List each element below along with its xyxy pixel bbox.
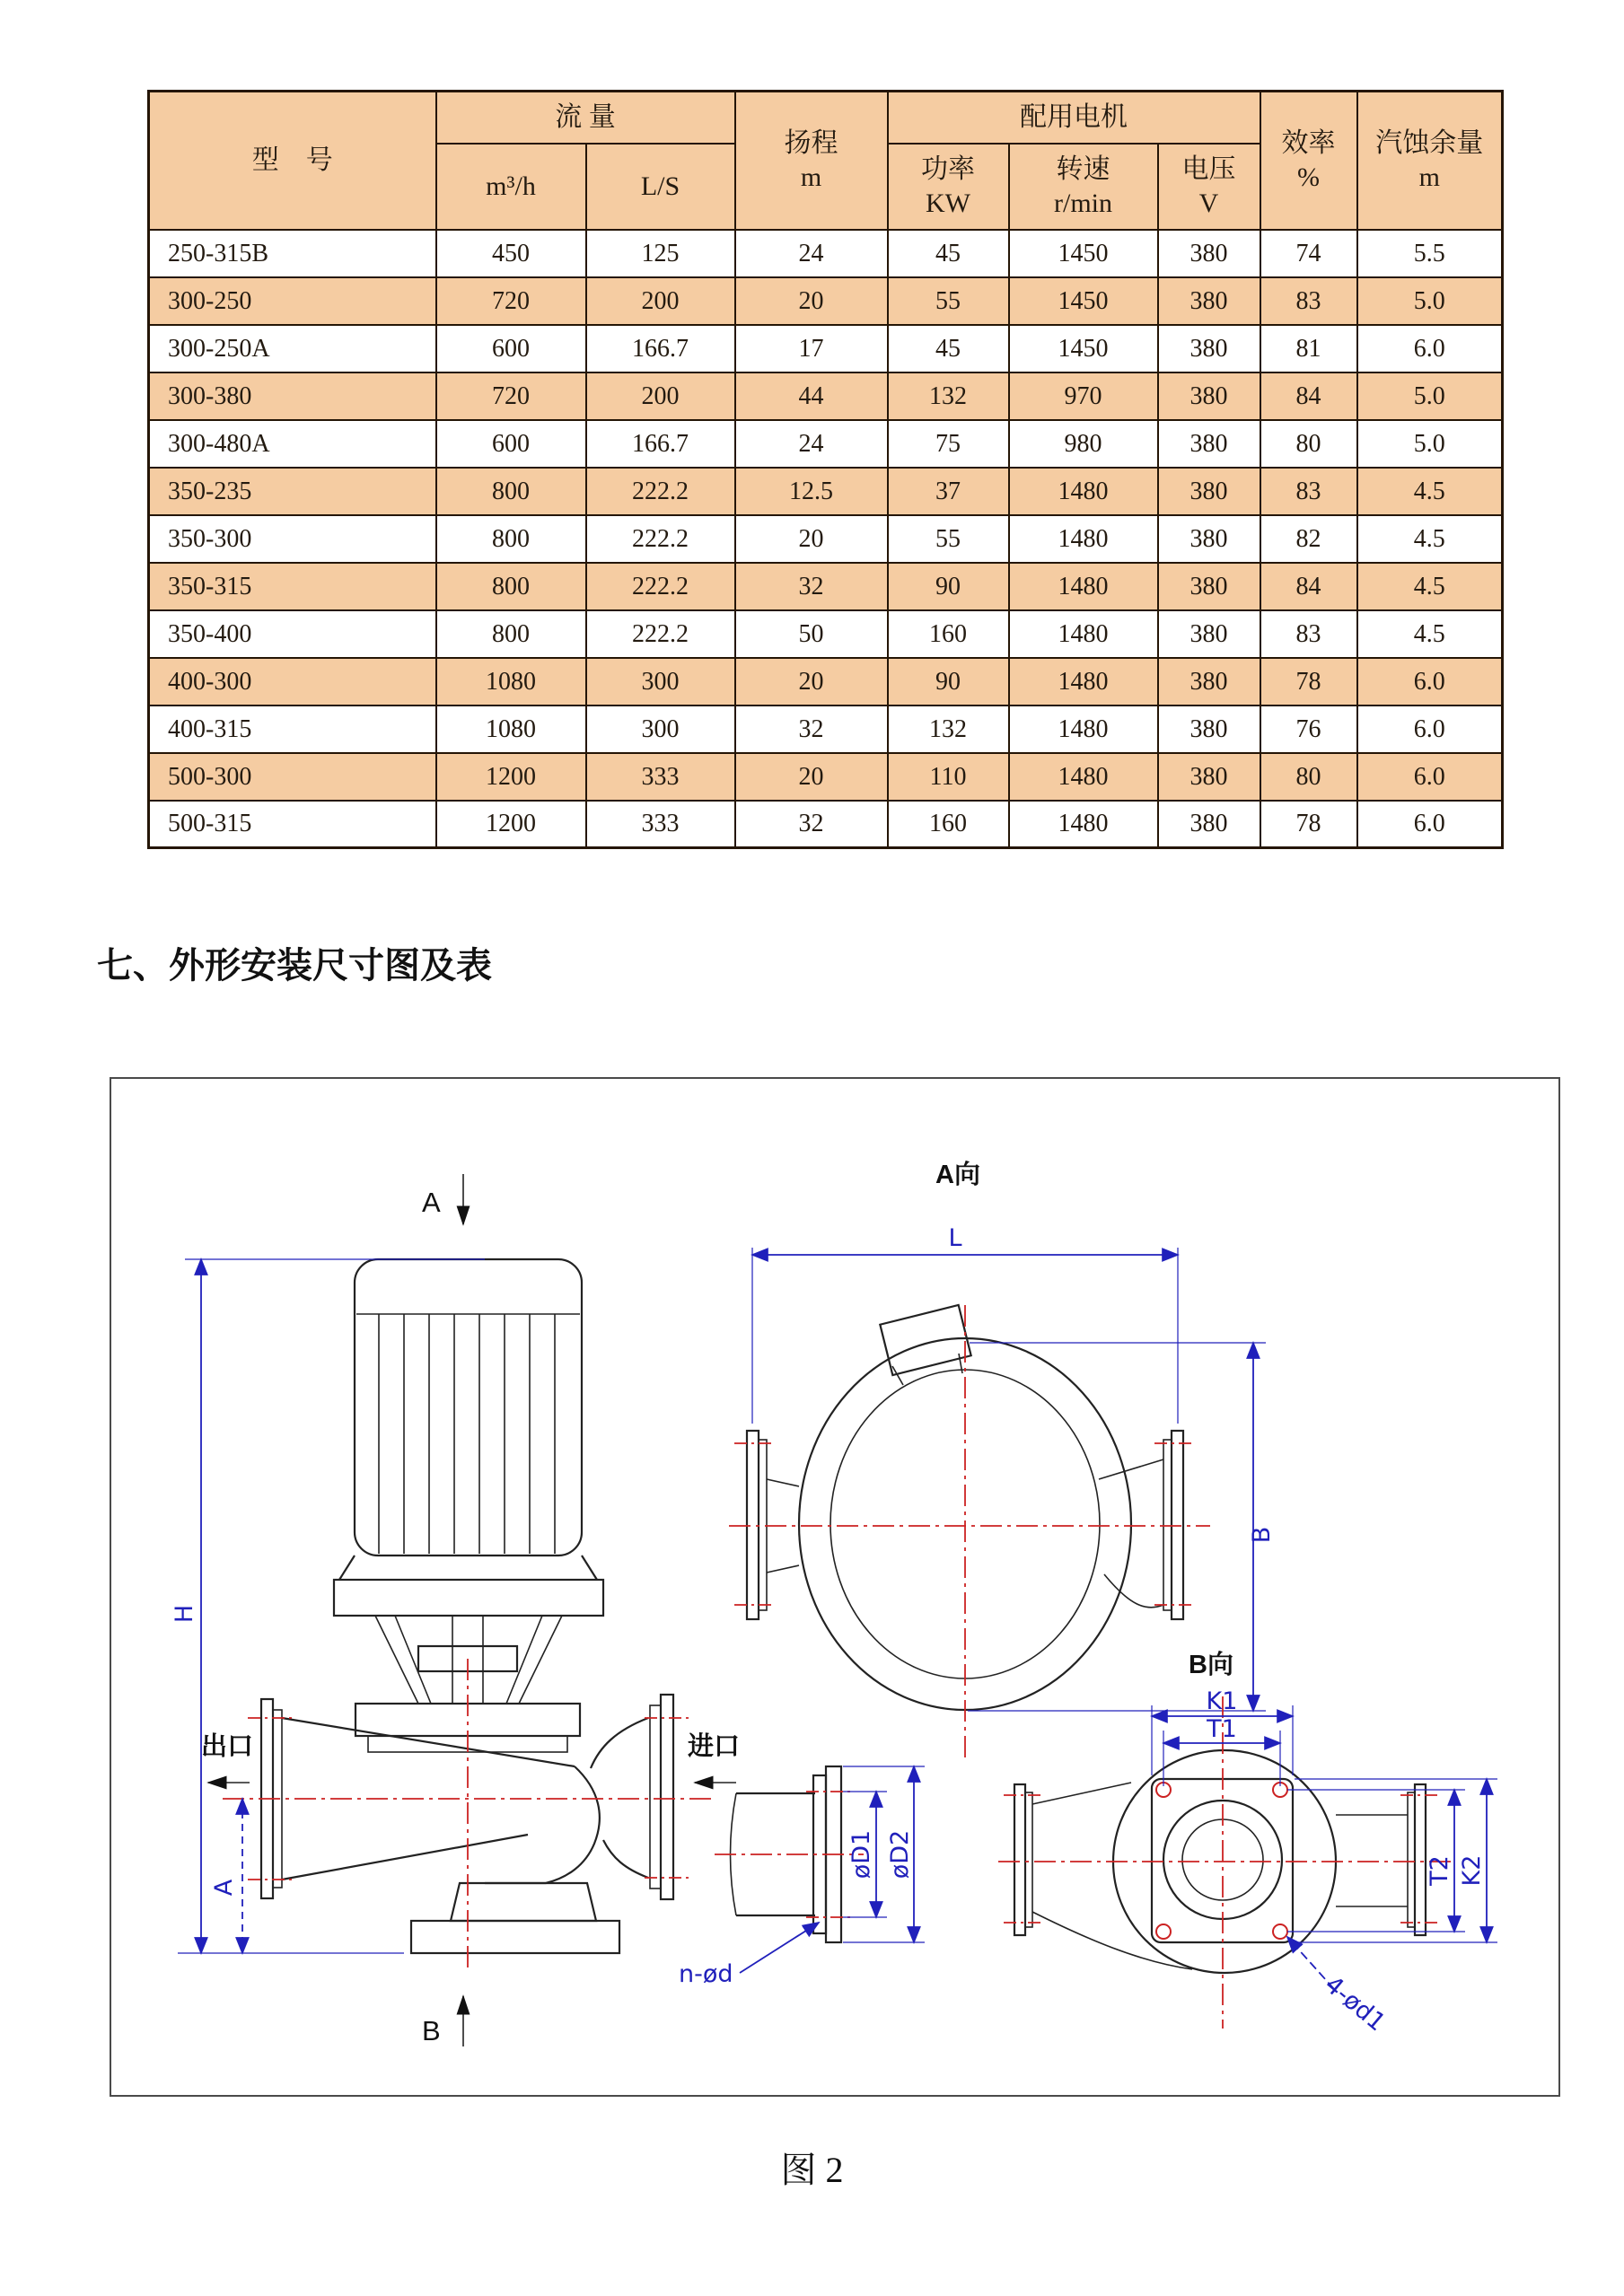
value-cell: 32 [735, 705, 888, 753]
model-cell: 300-380 [149, 372, 436, 420]
head-label: 扬程 [784, 128, 838, 159]
view-b-title: B向 [1189, 1651, 1233, 1679]
value-cell: 380 [1158, 658, 1260, 705]
value-cell: 222.2 [586, 468, 735, 515]
value-cell: 200 [586, 372, 735, 420]
value-cell: 20 [735, 277, 888, 325]
col-group-flow: 流 量 [436, 92, 735, 144]
value-cell: 12.5 [735, 468, 888, 515]
model-cell: 300-250 [149, 277, 436, 325]
value-cell: 1480 [1009, 658, 1158, 705]
model-cell: 350-400 [149, 610, 436, 658]
pump-elevation-view [171, 1174, 740, 2046]
table-row [149, 468, 1503, 515]
value-cell: 380 [1158, 801, 1260, 848]
speed-label: 转速 [1056, 154, 1110, 184]
value-cell: 222.2 [586, 610, 735, 658]
value-cell: 1480 [1009, 801, 1158, 848]
model-cell: 300-480A [149, 420, 436, 468]
value-cell: 1480 [1009, 563, 1158, 610]
value-cell: 32 [735, 801, 888, 848]
value-cell: 1480 [1009, 753, 1158, 801]
value-cell: 380 [1158, 753, 1260, 801]
motor-body [355, 1259, 582, 1555]
value-cell: 75 [888, 420, 1009, 468]
value-cell: 32 [735, 563, 888, 610]
pump-spec-table [147, 90, 1504, 849]
value-cell: 800 [436, 563, 586, 610]
value-cell: 166.7 [586, 420, 735, 468]
value-cell: 6.0 [1357, 658, 1503, 705]
value-cell: 82 [1260, 515, 1357, 563]
value-cell: 1450 [1009, 325, 1158, 372]
value-cell: 1450 [1009, 230, 1158, 277]
value-cell: 44 [735, 372, 888, 420]
table-row [149, 325, 1503, 372]
value-cell: 1080 [436, 658, 586, 705]
model-cell: 300-250A [149, 325, 436, 372]
table-row [149, 372, 1503, 420]
table-row [149, 277, 1503, 325]
col-header-head [735, 92, 888, 230]
bolt-spec-callout [679, 1923, 819, 1988]
value-cell: 1080 [436, 705, 586, 753]
value-cell: 78 [1260, 801, 1357, 848]
value-cell: 4.5 [1357, 610, 1503, 658]
col-header-model: 型 号 [149, 92, 436, 230]
value-cell: 160 [888, 610, 1009, 658]
value-cell: 24 [735, 230, 888, 277]
svg-text:T1: T1 [1207, 1715, 1237, 1743]
svg-text:K2: K2 [1458, 1854, 1486, 1887]
svg-text:K1: K1 [1206, 1687, 1238, 1715]
outlet-label: 出口 [201, 1732, 254, 1761]
value-cell: 6.0 [1357, 753, 1503, 801]
value-cell: 1450 [1009, 277, 1158, 325]
value-cell: 800 [436, 515, 586, 563]
value-cell: 20 [735, 515, 888, 563]
value-cell: 20 [735, 658, 888, 705]
value-cell: 83 [1260, 277, 1357, 325]
col-header-power [888, 144, 1009, 230]
value-cell: 380 [1158, 468, 1260, 515]
value-cell: 300 [586, 658, 735, 705]
value-cell: 380 [1158, 705, 1260, 753]
value-cell: 1200 [436, 753, 586, 801]
col-header-m3h: m³/h [436, 144, 586, 230]
value-cell: 1200 [436, 801, 586, 848]
dimension-A [210, 1799, 242, 1953]
mounting-bolt-holes [1156, 1783, 1287, 1939]
value-cell: 45 [888, 230, 1009, 277]
value-cell: 720 [436, 277, 586, 325]
view-arrow-a-label: A [422, 1187, 441, 1218]
model-cell: 350-315 [149, 563, 436, 610]
svg-text:øD1: øD1 [847, 1829, 875, 1880]
model-cell: 250-315B [149, 230, 436, 277]
value-cell: 380 [1158, 372, 1260, 420]
power-label: 功率 [921, 154, 975, 184]
value-cell: 132 [888, 705, 1009, 753]
value-cell: 84 [1260, 372, 1357, 420]
dimension-D1 [843, 1792, 887, 1917]
value-cell: 5.0 [1357, 420, 1503, 468]
value-cell: 720 [436, 372, 586, 420]
head-unit: m [800, 162, 822, 192]
table-row [149, 610, 1503, 658]
motor-fins [379, 1314, 555, 1554]
value-cell: 84 [1260, 563, 1357, 610]
value-cell: 1480 [1009, 610, 1158, 658]
value-cell: 76 [1260, 705, 1357, 753]
model-cell: 350-300 [149, 515, 436, 563]
value-cell: 300 [586, 705, 735, 753]
value-cell: 166.7 [586, 325, 735, 372]
view-b [998, 1650, 1497, 2037]
voltage-unit: V [1198, 188, 1219, 218]
value-cell: 20 [735, 753, 888, 801]
value-cell: 5.0 [1357, 372, 1503, 420]
value-cell: 333 [586, 753, 735, 801]
view-a-title: A向 [935, 1161, 980, 1189]
value-cell: 160 [888, 801, 1009, 848]
value-cell: 55 [888, 515, 1009, 563]
value-cell: 83 [1260, 468, 1357, 515]
section-heading: 七、外形安装尺寸图及表 [97, 946, 492, 986]
value-cell: 110 [888, 753, 1009, 801]
model-cell: 400-315 [149, 705, 436, 753]
value-cell: 132 [888, 372, 1009, 420]
value-cell: 380 [1158, 610, 1260, 658]
value-cell: 222.2 [586, 563, 735, 610]
value-cell: 970 [1009, 372, 1158, 420]
speed-unit: r/min [1054, 188, 1112, 218]
value-cell: 600 [436, 325, 586, 372]
value-cell: 45 [888, 325, 1009, 372]
value-cell: 5.0 [1357, 277, 1503, 325]
value-cell: 6.0 [1357, 801, 1503, 848]
inlet-label: 进口 [688, 1732, 741, 1761]
value-cell: 90 [888, 563, 1009, 610]
value-cell: 4.5 [1357, 468, 1503, 515]
col-header-ls: L/S [586, 144, 735, 230]
svg-text:n-ød: n-ød [679, 1960, 733, 1988]
table-body [149, 230, 1503, 848]
value-cell: 1480 [1009, 515, 1158, 563]
value-cell: 81 [1260, 325, 1357, 372]
pump-lantern [334, 1555, 603, 1752]
model-cell: 500-300 [149, 753, 436, 801]
value-cell: 380 [1158, 277, 1260, 325]
table-row [149, 753, 1503, 801]
col-header-speed [1009, 144, 1158, 230]
efficiency-unit: % [1297, 162, 1321, 192]
value-cell: 380 [1158, 420, 1260, 468]
flange-detail [679, 1766, 925, 1988]
dimension-T2 [1287, 1790, 1465, 1932]
value-cell: 50 [735, 610, 888, 658]
value-cell: 6.0 [1357, 705, 1503, 753]
value-cell: 450 [436, 230, 586, 277]
value-cell: 980 [1009, 420, 1158, 468]
value-cell: 17 [735, 325, 888, 372]
value-cell: 24 [735, 420, 888, 468]
value-cell: 380 [1158, 325, 1260, 372]
efficiency-label: 效率 [1281, 128, 1336, 159]
svg-text:L: L [948, 1224, 962, 1252]
view-arrow-b-label: B [422, 2015, 441, 2046]
col-group-motor: 配用电机 [888, 92, 1260, 144]
model-cell: 400-300 [149, 658, 436, 705]
value-cell: 37 [888, 468, 1009, 515]
value-cell: 80 [1260, 420, 1357, 468]
svg-text:A: A [210, 1879, 238, 1897]
value-cell: 6.0 [1357, 325, 1503, 372]
table-row [149, 230, 1503, 277]
svg-text:4-ød1: 4-ød1 [1319, 1970, 1391, 2037]
value-cell: 80 [1260, 753, 1357, 801]
figure-caption: 图 2 [780, 2150, 844, 2190]
value-cell: 333 [586, 801, 735, 848]
dimension-K2 [1295, 1779, 1497, 1942]
value-cell: 4.5 [1357, 563, 1503, 610]
bolt-spec2-callout [1287, 1937, 1391, 2037]
value-cell: 5.5 [1357, 230, 1503, 277]
npsh-label: 汽蚀余量 [1375, 128, 1484, 159]
table-row [149, 801, 1503, 848]
table-row [149, 658, 1503, 705]
value-cell: 600 [436, 420, 586, 468]
value-cell: 1480 [1009, 468, 1158, 515]
value-cell: 380 [1158, 563, 1260, 610]
svg-text:H: H [171, 1604, 198, 1624]
value-cell: 78 [1260, 658, 1357, 705]
col-header-efficiency [1260, 92, 1357, 230]
table-row [149, 420, 1503, 468]
table-row [149, 515, 1503, 563]
power-unit: KW [926, 188, 970, 218]
table-row [149, 705, 1503, 753]
model-cell: 500-315 [149, 801, 436, 848]
svg-text:T2: T2 [1426, 1855, 1453, 1886]
col-header-voltage [1158, 144, 1260, 230]
value-cell: 380 [1158, 230, 1260, 277]
value-cell: 74 [1260, 230, 1357, 277]
value-cell: 800 [436, 610, 586, 658]
value-cell: 1480 [1009, 705, 1158, 753]
dimension-H [171, 1259, 485, 1953]
value-cell: 90 [888, 658, 1009, 705]
npsh-unit: m [1418, 162, 1440, 192]
value-cell: 800 [436, 468, 586, 515]
col-header-npsh [1357, 92, 1503, 230]
svg-text:øD2: øD2 [886, 1829, 914, 1880]
model-cell: 350-235 [149, 468, 436, 515]
value-cell: 380 [1158, 515, 1260, 563]
value-cell: 4.5 [1357, 515, 1503, 563]
value-cell: 200 [586, 277, 735, 325]
svg-text:B: B [1248, 1526, 1276, 1544]
voltage-label: 电压 [1181, 154, 1236, 184]
value-cell: 55 [888, 277, 1009, 325]
value-cell: 83 [1260, 610, 1357, 658]
value-cell: 125 [586, 230, 735, 277]
table-row [149, 563, 1503, 610]
value-cell: 222.2 [586, 515, 735, 563]
outline-drawing [108, 1075, 1562, 2099]
